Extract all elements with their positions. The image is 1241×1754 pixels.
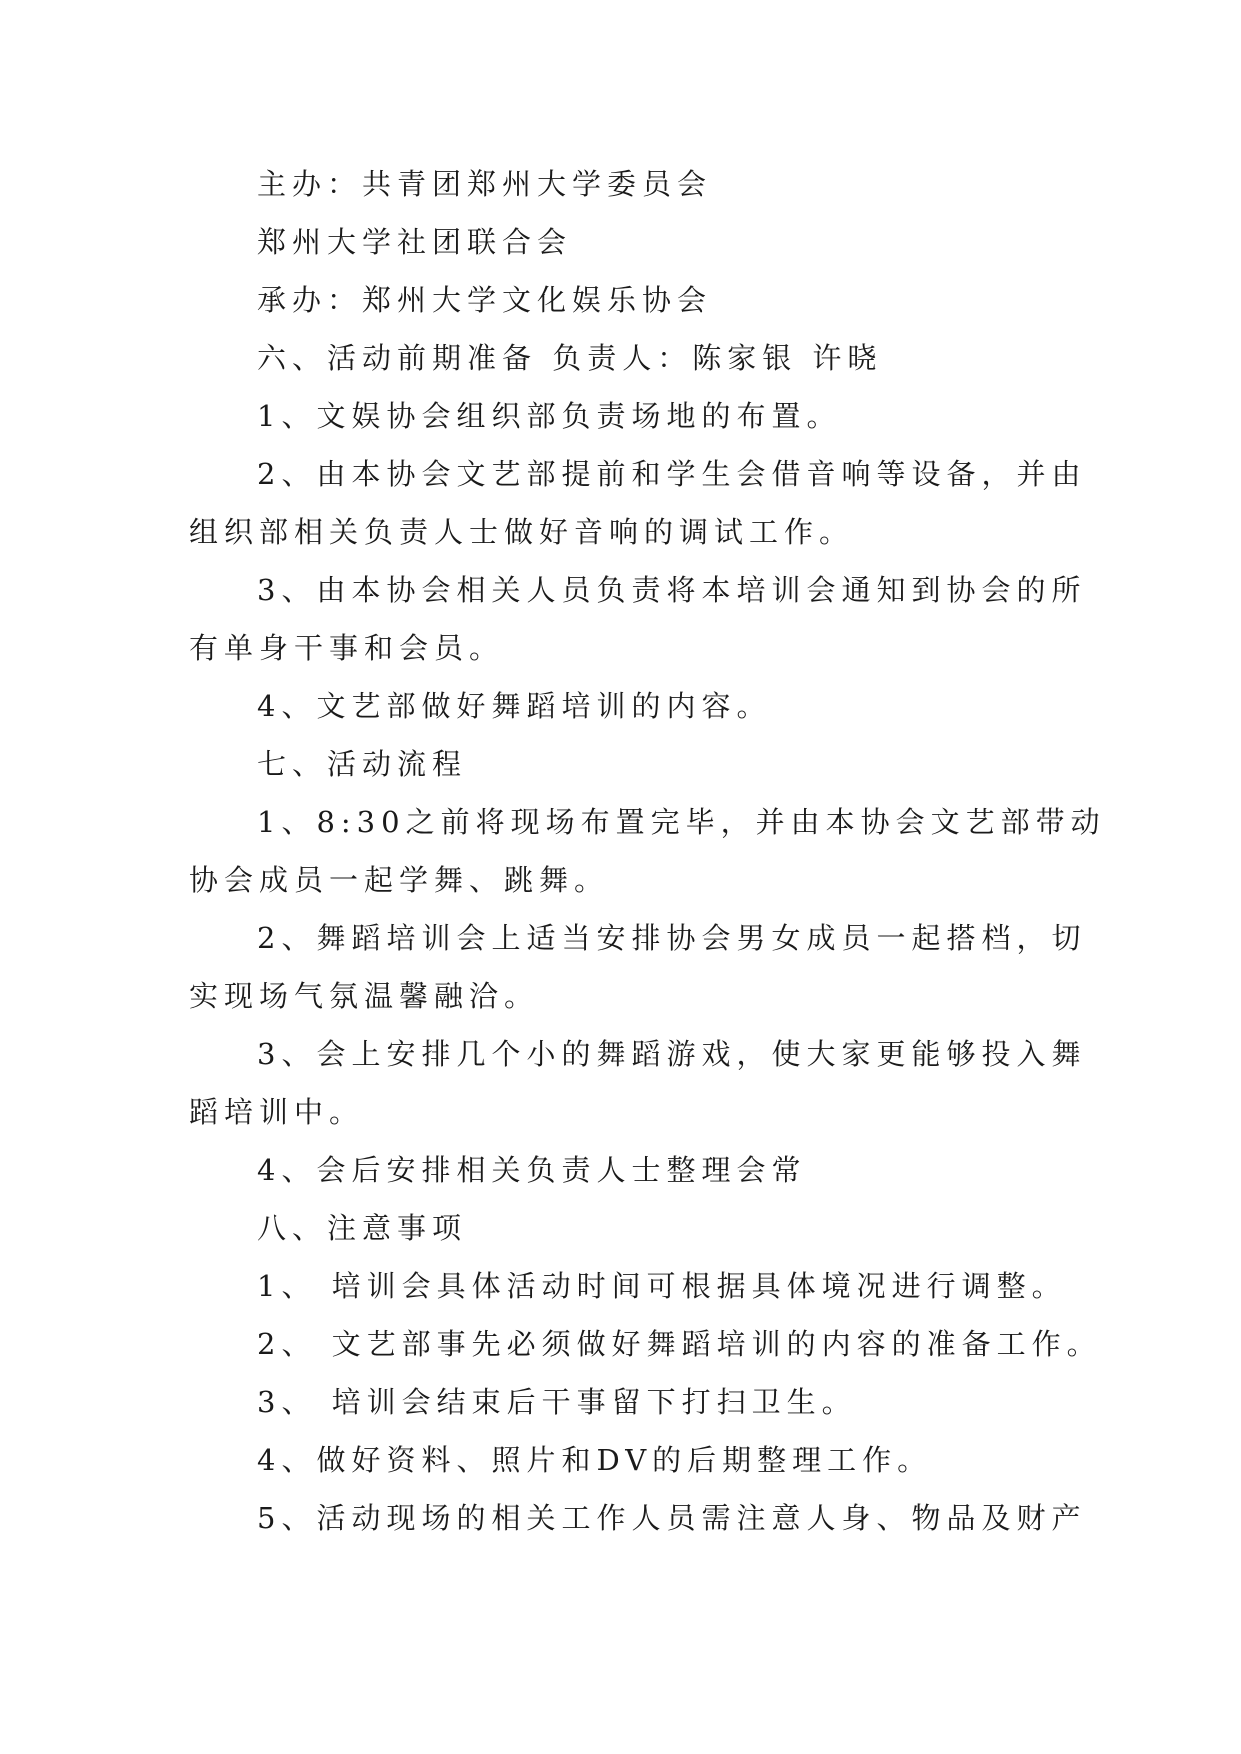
flow-item-1: 1、8:30之前将现场布置完毕，并由本协会文艺部带动 (257, 805, 1106, 839)
prep-item-4: 4、文艺部做好舞蹈培训的内容。 (257, 689, 772, 723)
prep-item-1: 1、文娱协会组织部负责场地的布置。 (257, 399, 842, 433)
flow-item-3-cont: 蹈培训中。 (189, 1095, 365, 1129)
prep-item-2: 2、由本协会文艺部提前和学生会借音响等设备，并由 (257, 457, 1087, 491)
section-heading-6: 六、活动前期准备 负责人：陈家银 许晓 (257, 341, 883, 375)
flow-item-2: 2、舞蹈培训会上适当安排协会男女成员一起搭档，切 (257, 921, 1087, 955)
prep-item-3-cont: 有单身干事和会员。 (189, 631, 505, 665)
organizer-line: 主办：共青团郑州大学委员会 (257, 167, 713, 201)
notice-item-4: 4、做好资料、照片和DV的后期整理工作。 (257, 1443, 933, 1477)
prep-item-2-cont: 组织部相关负责人士做好音响的调试工作。 (189, 515, 855, 549)
flow-item-1-cont: 协会成员一起学舞、跳舞。 (189, 863, 610, 897)
notice-item-5: 5、活动现场的相关工作人员需注意人身、物品及财产 (257, 1501, 1087, 1535)
notice-item-3: 3、 培训会结束后干事留下打扫卫生。 (257, 1385, 857, 1419)
section-heading-7: 七、活动流程 (257, 747, 468, 781)
co-organizer-line: 郑州大学社团联合会 (257, 225, 573, 259)
host-line: 承办：郑州大学文化娱乐协会 (257, 283, 713, 317)
prep-item-3: 3、由本协会相关人员负责将本培训会通知到协会的所 (257, 573, 1087, 607)
notice-item-2: 2、 文艺部事先必须做好舞蹈培训的内容的准备工作。 (257, 1327, 1102, 1361)
flow-item-3: 3、会上安排几个小的舞蹈游戏，使大家更能够投入舞 (257, 1037, 1087, 1071)
section-heading-8: 八、注意事项 (257, 1211, 468, 1245)
flow-item-2-cont: 实现场气氛温馨融洽。 (189, 979, 540, 1013)
notice-item-1: 1、 培训会具体活动时间可根据具体境况进行调整。 (257, 1269, 1067, 1303)
flow-item-4: 4、会后安排相关负责人士整理会常 (257, 1153, 807, 1187)
